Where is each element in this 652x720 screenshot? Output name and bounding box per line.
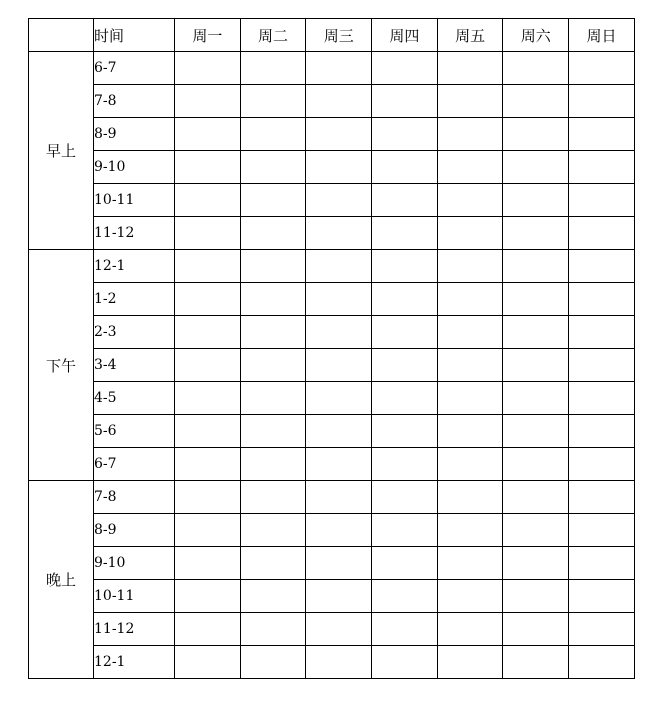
schedule-cell[interactable] bbox=[569, 646, 635, 679]
schedule-cell[interactable] bbox=[175, 415, 241, 448]
schedule-cell[interactable] bbox=[240, 118, 306, 151]
time-slot-label: 4-5 bbox=[94, 382, 175, 415]
schedule-cell[interactable] bbox=[306, 481, 372, 514]
schedule-cell[interactable] bbox=[569, 349, 635, 382]
schedule-cell[interactable] bbox=[437, 118, 503, 151]
table-row bbox=[29, 151, 635, 184]
schedule-cell[interactable] bbox=[306, 151, 372, 184]
schedule-cell[interactable] bbox=[569, 547, 635, 580]
schedule-cell[interactable] bbox=[240, 580, 306, 613]
header-row bbox=[29, 19, 635, 52]
time-slot-label: 6-7 bbox=[94, 448, 175, 481]
time-slot-label: 11-12 bbox=[94, 613, 175, 646]
time-slot-label: 2-3 bbox=[94, 316, 175, 349]
schedule-cell[interactable] bbox=[437, 349, 503, 382]
schedule-cell[interactable] bbox=[240, 514, 306, 547]
table-row bbox=[29, 85, 635, 118]
schedule-cell[interactable] bbox=[437, 217, 503, 250]
time-slot-label: 7-8 bbox=[94, 481, 175, 514]
schedule-cell[interactable] bbox=[372, 415, 438, 448]
table-row bbox=[29, 283, 635, 316]
table-row bbox=[29, 382, 635, 415]
time-slot-label: 7-8 bbox=[94, 85, 175, 118]
time-slot-label: 1-2 bbox=[94, 283, 175, 316]
schedule-cell[interactable] bbox=[437, 316, 503, 349]
time-slot-label: 8-9 bbox=[94, 118, 175, 151]
schedule-cell[interactable] bbox=[240, 481, 306, 514]
schedule-cell[interactable] bbox=[503, 217, 569, 250]
schedule-cell[interactable] bbox=[503, 547, 569, 580]
schedule-cell[interactable] bbox=[437, 613, 503, 646]
day-header-thu: 周四 bbox=[372, 19, 438, 52]
day-header-fri: 周五 bbox=[437, 19, 503, 52]
schedule-cell[interactable] bbox=[372, 85, 438, 118]
schedule-cell[interactable] bbox=[437, 415, 503, 448]
schedule-cell[interactable] bbox=[240, 646, 306, 679]
schedule-cell[interactable] bbox=[372, 52, 438, 85]
schedule-cell[interactable] bbox=[503, 514, 569, 547]
schedule-cell[interactable] bbox=[306, 580, 372, 613]
schedule-cell[interactable] bbox=[240, 52, 306, 85]
table-row bbox=[29, 349, 635, 382]
schedule-cell[interactable] bbox=[240, 613, 306, 646]
schedule-cell[interactable] bbox=[503, 448, 569, 481]
table-row bbox=[29, 316, 635, 349]
schedule-cell[interactable] bbox=[175, 646, 241, 679]
schedule-cell[interactable] bbox=[306, 646, 372, 679]
schedule-cell[interactable] bbox=[569, 481, 635, 514]
schedule-cell[interactable] bbox=[437, 448, 503, 481]
schedule-cell[interactable] bbox=[306, 415, 372, 448]
schedule-cell[interactable] bbox=[175, 613, 241, 646]
schedule-cell[interactable] bbox=[240, 415, 306, 448]
schedule-cell[interactable] bbox=[569, 85, 635, 118]
day-header-wed: 周三 bbox=[306, 19, 372, 52]
schedule-cell[interactable] bbox=[437, 646, 503, 679]
table-row bbox=[29, 514, 635, 547]
schedule-cell[interactable] bbox=[306, 283, 372, 316]
schedule-cell[interactable] bbox=[437, 52, 503, 85]
schedule-cell[interactable] bbox=[437, 547, 503, 580]
table-row bbox=[29, 646, 635, 679]
table-row bbox=[29, 250, 635, 283]
time-slot-label: 9-10 bbox=[94, 151, 175, 184]
schedule-cell[interactable] bbox=[569, 316, 635, 349]
schedule-cell[interactable] bbox=[437, 151, 503, 184]
schedule-cell[interactable] bbox=[372, 580, 438, 613]
time-slot-label: 5-6 bbox=[94, 415, 175, 448]
schedule-cell[interactable] bbox=[175, 85, 241, 118]
schedule-cell[interactable] bbox=[306, 514, 372, 547]
schedule-cell[interactable] bbox=[503, 184, 569, 217]
schedule-cell[interactable] bbox=[503, 349, 569, 382]
schedule-cell[interactable] bbox=[306, 316, 372, 349]
schedule-cell[interactable] bbox=[175, 52, 241, 85]
schedule-cell[interactable] bbox=[306, 349, 372, 382]
schedule-cell[interactable] bbox=[503, 481, 569, 514]
schedule-cell[interactable] bbox=[240, 349, 306, 382]
schedule-cell[interactable] bbox=[240, 547, 306, 580]
schedule-cell[interactable] bbox=[306, 52, 372, 85]
schedule-cell[interactable] bbox=[175, 316, 241, 349]
schedule-cell[interactable] bbox=[306, 448, 372, 481]
schedule-cell[interactable] bbox=[306, 118, 372, 151]
schedule-cell[interactable] bbox=[372, 151, 438, 184]
schedule-cell[interactable] bbox=[306, 613, 372, 646]
schedule-cell[interactable] bbox=[175, 349, 241, 382]
schedule-cell[interactable] bbox=[240, 448, 306, 481]
schedule-cell[interactable] bbox=[437, 85, 503, 118]
table-row bbox=[29, 481, 635, 514]
schedule-cell[interactable] bbox=[372, 613, 438, 646]
schedule-cell[interactable] bbox=[569, 151, 635, 184]
schedule-cell[interactable] bbox=[503, 646, 569, 679]
day-header-tue: 周二 bbox=[240, 19, 306, 52]
time-slot-label: 6-7 bbox=[94, 52, 175, 85]
schedule-cell[interactable] bbox=[306, 217, 372, 250]
schedule-cell[interactable] bbox=[372, 118, 438, 151]
table-row bbox=[29, 217, 635, 250]
schedule-cell[interactable] bbox=[503, 151, 569, 184]
schedule-cell[interactable] bbox=[240, 316, 306, 349]
schedule-cell[interactable] bbox=[569, 415, 635, 448]
schedule-cell[interactable] bbox=[437, 184, 503, 217]
time-slot-label: 8-9 bbox=[94, 514, 175, 547]
schedule-cell[interactable] bbox=[503, 250, 569, 283]
schedule-cell[interactable] bbox=[306, 250, 372, 283]
schedule-cell[interactable] bbox=[306, 547, 372, 580]
schedule-cell[interactable] bbox=[437, 580, 503, 613]
table-row bbox=[29, 415, 635, 448]
day-header-mon: 周一 bbox=[175, 19, 241, 52]
schedule-cell[interactable] bbox=[240, 217, 306, 250]
schedule-cell[interactable] bbox=[503, 382, 569, 415]
schedule-cell[interactable] bbox=[175, 151, 241, 184]
table-row bbox=[29, 580, 635, 613]
schedule-cell[interactable] bbox=[240, 250, 306, 283]
schedule-cell[interactable] bbox=[437, 382, 503, 415]
schedule-cell[interactable] bbox=[175, 448, 241, 481]
schedule-cell[interactable] bbox=[569, 118, 635, 151]
schedule-cell[interactable] bbox=[569, 184, 635, 217]
schedule-cell[interactable] bbox=[175, 580, 241, 613]
table-row bbox=[29, 52, 635, 85]
table-row bbox=[29, 613, 635, 646]
schedule-cell[interactable] bbox=[372, 184, 438, 217]
time-slot-label: 12-1 bbox=[94, 646, 175, 679]
schedule-cell[interactable] bbox=[569, 283, 635, 316]
schedule-cell[interactable] bbox=[569, 52, 635, 85]
schedule-cell[interactable] bbox=[240, 382, 306, 415]
schedule-cell[interactable] bbox=[372, 217, 438, 250]
schedule-cell[interactable] bbox=[306, 184, 372, 217]
table-row bbox=[29, 118, 635, 151]
schedule-cell[interactable] bbox=[569, 448, 635, 481]
time-column-header: 时间 bbox=[94, 19, 175, 52]
schedule-cell[interactable] bbox=[240, 85, 306, 118]
schedule-cell[interactable] bbox=[372, 514, 438, 547]
table-row bbox=[29, 547, 635, 580]
schedule-cell[interactable] bbox=[240, 151, 306, 184]
schedule-cell[interactable] bbox=[372, 283, 438, 316]
time-slot-label: 10-11 bbox=[94, 580, 175, 613]
schedule-cell[interactable] bbox=[372, 250, 438, 283]
schedule-cell[interactable] bbox=[372, 382, 438, 415]
schedule-cell[interactable] bbox=[569, 217, 635, 250]
schedule-cell[interactable] bbox=[372, 547, 438, 580]
schedule-cell[interactable] bbox=[372, 646, 438, 679]
corner-cell bbox=[29, 19, 94, 52]
schedule-cell[interactable] bbox=[306, 85, 372, 118]
schedule-cell[interactable] bbox=[175, 283, 241, 316]
schedule-cell[interactable] bbox=[437, 514, 503, 547]
schedule-cell[interactable] bbox=[569, 382, 635, 415]
schedule-cell[interactable] bbox=[372, 448, 438, 481]
schedule-cell[interactable] bbox=[175, 547, 241, 580]
table-row bbox=[29, 184, 635, 217]
time-slot-label: 3-4 bbox=[94, 349, 175, 382]
schedule-cell[interactable] bbox=[372, 481, 438, 514]
schedule-cell[interactable] bbox=[240, 184, 306, 217]
schedule-cell[interactable] bbox=[372, 349, 438, 382]
schedule-cell[interactable] bbox=[372, 316, 438, 349]
schedule-cell[interactable] bbox=[503, 118, 569, 151]
time-slot-label: 11-12 bbox=[94, 217, 175, 250]
table-row bbox=[29, 448, 635, 481]
schedule-cell[interactable] bbox=[569, 580, 635, 613]
schedule-cell[interactable] bbox=[175, 118, 241, 151]
schedule-cell[interactable] bbox=[306, 382, 372, 415]
schedule-cell[interactable] bbox=[503, 52, 569, 85]
schedule-body bbox=[29, 52, 635, 679]
schedule-cell[interactable] bbox=[503, 316, 569, 349]
day-header-sun: 周日 bbox=[569, 19, 635, 52]
schedule-cell[interactable] bbox=[240, 283, 306, 316]
schedule-cell[interactable] bbox=[437, 283, 503, 316]
schedule-cell[interactable] bbox=[569, 514, 635, 547]
schedule-cell[interactable] bbox=[175, 382, 241, 415]
schedule-cell[interactable] bbox=[569, 250, 635, 283]
schedule-cell[interactable] bbox=[503, 580, 569, 613]
schedule-cell[interactable] bbox=[503, 85, 569, 118]
time-slot-label: 10-11 bbox=[94, 184, 175, 217]
time-slot-label: 12-1 bbox=[94, 250, 175, 283]
schedule-cell[interactable] bbox=[437, 250, 503, 283]
period-label: 下午 bbox=[29, 250, 94, 481]
weekly-schedule-table bbox=[28, 18, 635, 679]
schedule-cell[interactable] bbox=[503, 283, 569, 316]
schedule-cell[interactable] bbox=[175, 250, 241, 283]
schedule-cell[interactable] bbox=[175, 184, 241, 217]
schedule-cell[interactable] bbox=[175, 217, 241, 250]
schedule-cell[interactable] bbox=[503, 613, 569, 646]
period-label: 晚上 bbox=[29, 481, 94, 679]
schedule-cell[interactable] bbox=[569, 613, 635, 646]
schedule-cell[interactable] bbox=[437, 481, 503, 514]
period-label: 早上 bbox=[29, 52, 94, 250]
time-slot-label: 9-10 bbox=[94, 547, 175, 580]
schedule-cell[interactable] bbox=[175, 481, 241, 514]
schedule-cell[interactable] bbox=[175, 514, 241, 547]
schedule-cell[interactable] bbox=[503, 415, 569, 448]
day-header-sat: 周六 bbox=[503, 19, 569, 52]
